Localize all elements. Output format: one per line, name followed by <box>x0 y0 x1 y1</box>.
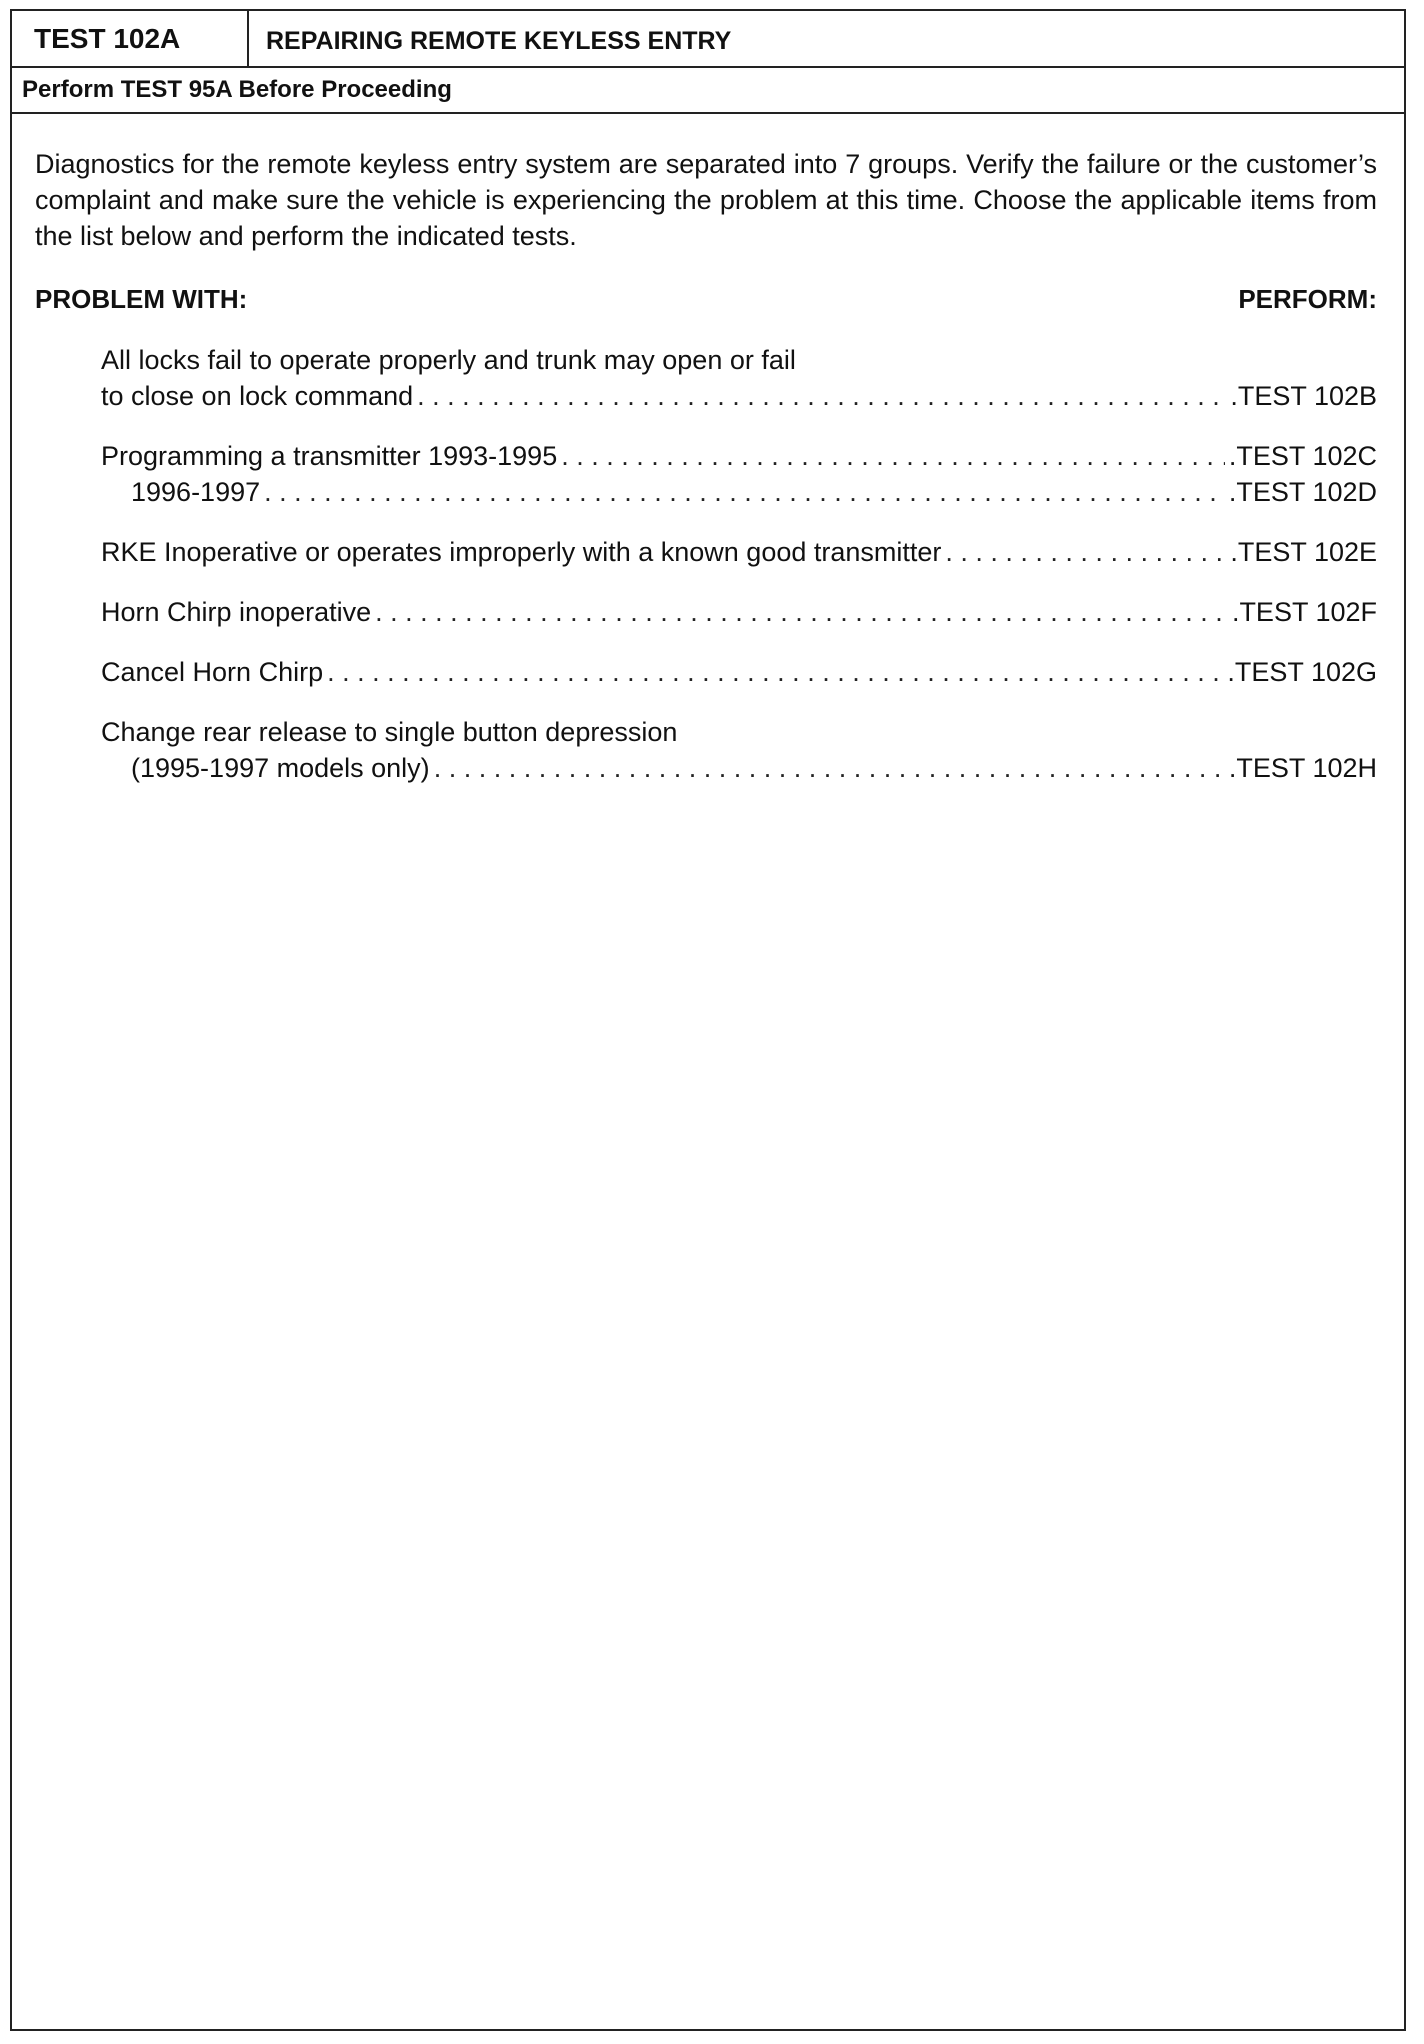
test-title: REPAIRING REMOTE KEYLESS ENTRY <box>266 27 732 55</box>
header-row <box>12 11 1404 68</box>
dot-leader <box>434 750 1225 786</box>
entry-text: Horn Chirp inoperative <box>101 597 372 627</box>
list-item <box>101 714 1377 786</box>
entry-line <box>101 714 1377 750</box>
test-reference: .TEST 102B <box>1230 381 1377 411</box>
dot-leader <box>327 654 1223 690</box>
intro-paragraph: Diagnostics for the remote keyless entry system are separated into 7 groups. Verify the failure or the customer’s complaint and make sure the vehicle is experiencing the problem at this time. Choose the applicable items from the list below and perform the indicated tests. <box>35 149 1377 251</box>
test-reference: .TEST 102H <box>1228 753 1377 783</box>
test-id: TEST 102A <box>12 11 249 66</box>
list-item <box>101 534 1377 570</box>
list-item <box>101 438 1377 510</box>
entry-line <box>101 378 1377 414</box>
entry-text: Programming a transmitter 1993-1995 <box>101 441 558 471</box>
test-reference: .TEST 102F <box>1231 597 1377 627</box>
entry-text: to close on lock command <box>101 381 414 411</box>
problem-column-header: PROBLEM WITH: <box>35 284 248 314</box>
entry-line <box>101 534 1377 570</box>
entry-line <box>101 750 1377 786</box>
entry-line <box>101 654 1377 690</box>
test-reference: .TEST 102D <box>1228 477 1377 507</box>
test-reference: .TEST 102E <box>1230 537 1377 567</box>
entry-line <box>101 474 1377 510</box>
dot-leader <box>945 534 1226 570</box>
entry-text: Change rear release to single button depression <box>101 717 678 747</box>
column-headers <box>35 284 1377 315</box>
dot-leader <box>561 438 1225 474</box>
test-reference: .TEST 102G <box>1227 657 1377 687</box>
dot-leader <box>375 594 1228 630</box>
entry-line <box>101 342 1377 378</box>
list-item <box>101 342 1377 414</box>
list-item <box>101 594 1377 630</box>
entry-text: Cancel Horn Chirp <box>101 657 324 687</box>
entry-line <box>101 438 1377 474</box>
dot-leader <box>264 474 1225 510</box>
list-item <box>101 654 1377 690</box>
entry-text: RKE Inoperative or operates improperly with a known good transmitter <box>101 537 942 567</box>
entry-text: (1995-1997 models only) <box>131 753 430 783</box>
dot-leader <box>417 378 1226 414</box>
entry-text: 1996-1997 <box>131 477 261 507</box>
entry-line <box>101 594 1377 630</box>
entry-text: All locks fail to operate properly and trunk may open or fail <box>101 345 796 375</box>
perform-column-header: PERFORM: <box>1238 284 1377 314</box>
test-reference: .TEST 102C <box>1228 441 1377 471</box>
entries-list <box>101 342 1377 810</box>
prerequisite-note: Perform TEST 95A Before Proceeding <box>12 68 1404 114</box>
